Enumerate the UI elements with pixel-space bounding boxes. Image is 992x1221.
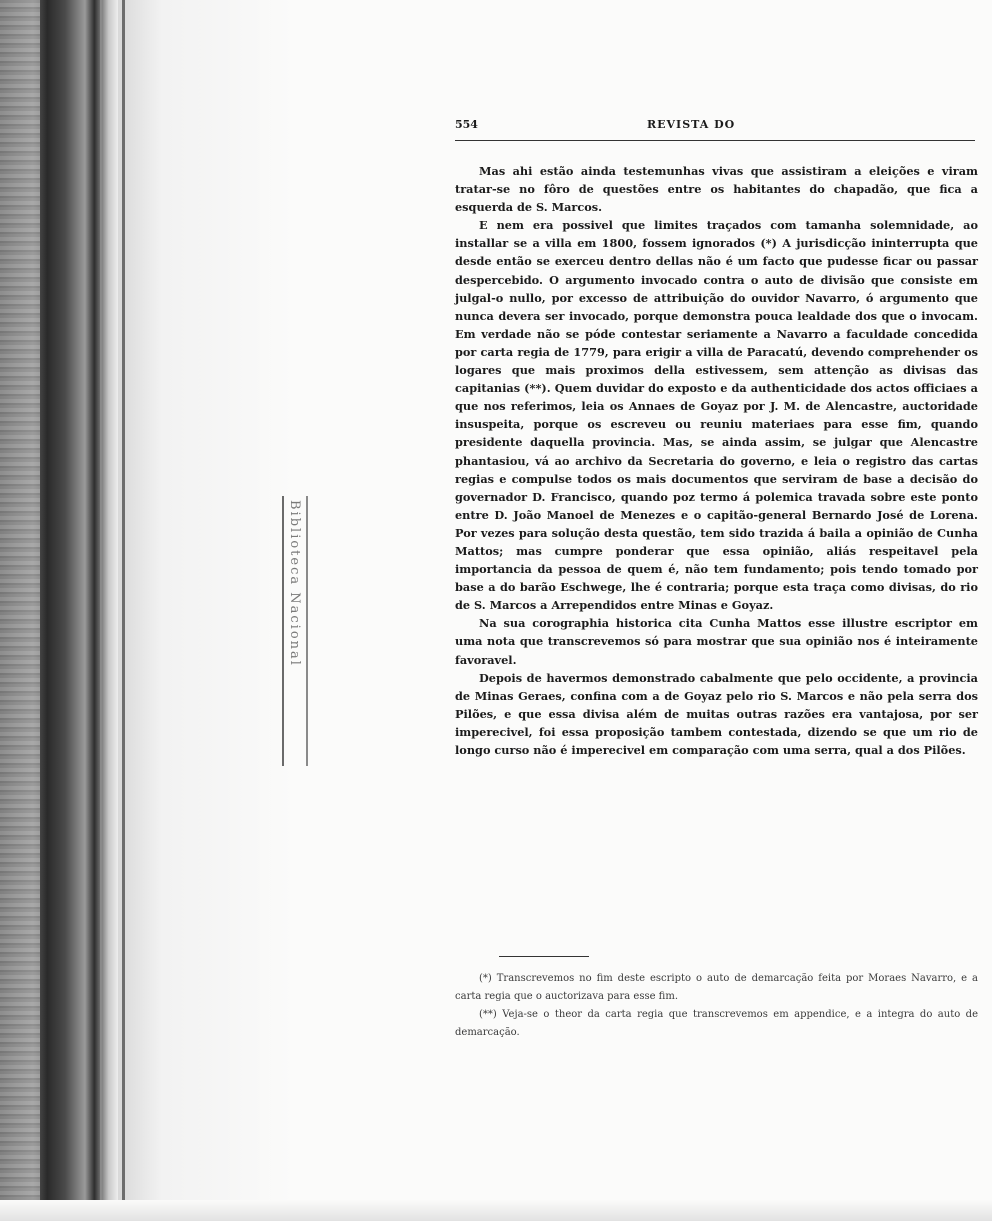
paragraph: Mas ahi estão ainda testemunhas vivas que assistiram a eleições e viram tratar-se no fôro de questões entre os habitantes do chapadão, que fica a esquerda de S. Marcos. [455, 164, 978, 215]
page-edges-texture [0, 0, 40, 1221]
paragraph: Depois de havermos demonstrado cabalmente que pelo occidente, a provincia de Minas Geraes, confina com a de Goyaz pelo rio S. Marcos e não pela serra dos Pilões, e que essa divisa além de muitas outras razões era vantajosa, por ser imperecivel, foi essa proposição tambem contestada, dizendo se que um rio de longo curso não é imperecivel em comparação com uma serra, qual a dos Pilões. [455, 670, 978, 757]
footnote: (**) Veja-se o theor da carta regia que transcrevemos em appendice, e a integra do auto de demarcação. [455, 1009, 978, 1038]
book-page [455, 118, 978, 1038]
page-bottom-edge [0, 1200, 992, 1221]
gutter-line [122, 0, 125, 1221]
page-number: 554 [455, 118, 478, 131]
gutter-gradient [118, 0, 293, 1221]
gutter-line [100, 0, 102, 1221]
body-text [455, 162, 978, 759]
library-stamp-text: Biblioteca Nacional [287, 500, 302, 667]
footnotes [455, 970, 978, 1042]
page-header [455, 118, 978, 136]
footnote-rule [499, 956, 589, 957]
paragraph: E nem era possivel que limites traçados com tamanha solemnidade, ao installar se a villa em 1800, fossem ignorados (*) A jurisdicção ininterrupta que desde então se exerceu dentro dellas não é um facto que pudesse ficar ou passar despercebido. O argumento invocado contra o auto de divisão que consiste em julgal-o nullo, por excesso de attribuição do ouvidor Navarro, ó argumento que nunca devera ser invocado, porque demonstra pouca lealdade dos que o invocam. Em verdade não se póde contestar seriamente a Navarro a faculdade concedida por carta regia de 1779, para erigir a villa de Paracatú, devendo comprehender os logares que mais proximos della estivessem, sem attenção as divisas das capitanias (**). Quem duvidar do exposto e da authenticidade dos actos officiaes a que nos referimos, leia os Annaes de Goyaz por J. M. de Alencastre, auctoridade insuspeita, porque os escreveu ou reuniu materiaes para esse fim, quando presidente daquella provincia. Mas, se ainda assim, se julgar que Alencastre phantasiou, vá ao archivo da Secretaria do governo, e leia o registro das cartas regias e compulse todos os mais documentos que serviram de base a decisão do governador D. Francisco, quando poz termo á polemica travada sobre este ponto entre D. João Manoel de Menezes e o capitão-general Bernardo José de Lorena. Por vezes para solução desta questão, tem sido trazida á baila a opinião de Cunha Mattos; mas cumpre ponderar que essa opinião, aliás respeitavel pela importancia da pessoa de quem é, não tem fundamento; pois tendo tomado por base a do barão Eschwege, lhe é contraria; porque esta traça como divisas, do rio de S. Marcos a Arrependidos entre Minas e Goyaz. [455, 218, 978, 613]
running-title: REVISTA DO [647, 118, 736, 131]
header-rule [455, 140, 975, 141]
paragraph: Na sua corographia historica cita Cunha Mattos esse illustre escriptor em uma nota que transcrevemos só para mostrar que sua opinião nos é inteiramente favoravel. [455, 616, 978, 667]
footnote: (*) Transcrevemos no fim deste escripto o auto de demarcação feita por Moraes Navarro, e a carta regia que o auctorizava para esse fim. [455, 973, 978, 1002]
